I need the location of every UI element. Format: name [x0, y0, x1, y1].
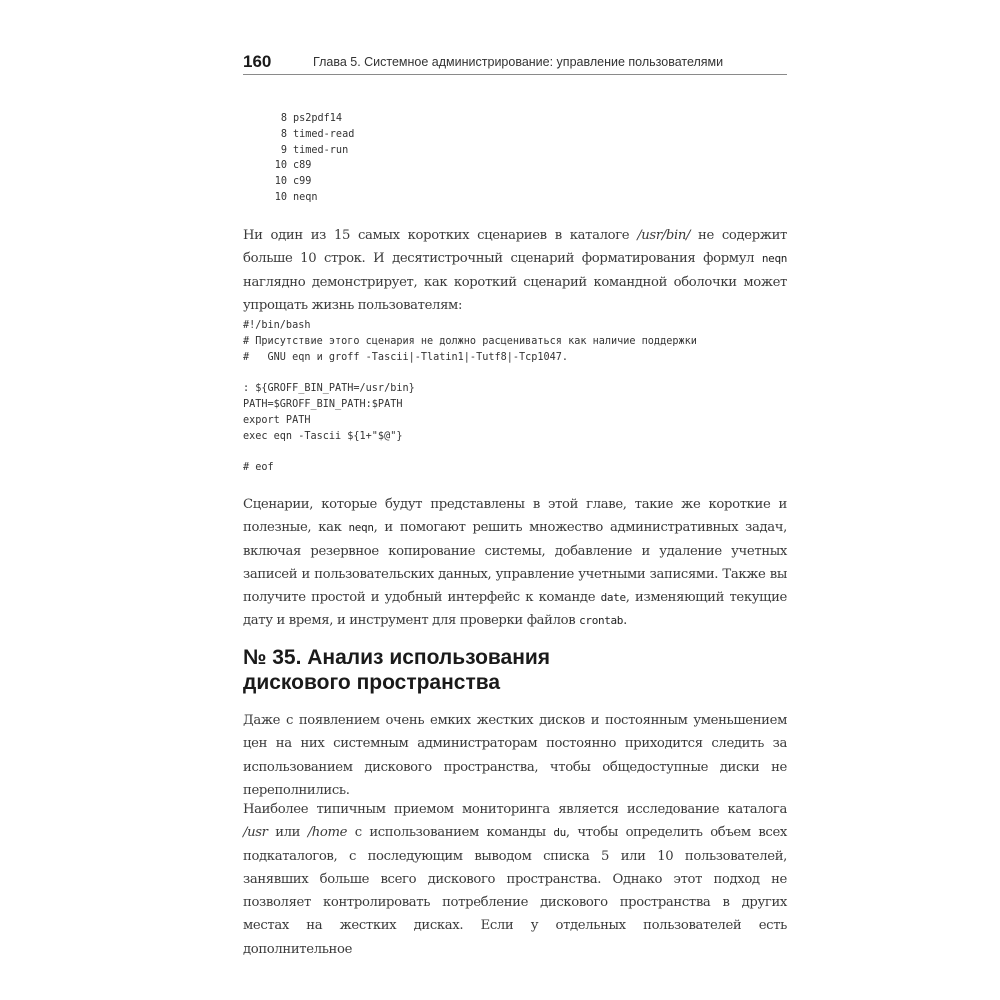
- text-run: Ни один из 15 самых коротких сценариев в каталоге: [243, 228, 638, 243]
- paragraph-disk-usage-intro: Даже с появлением очень емких жестких дисков и постоянным уменьшением цен на них системным администраторам постоянно приходится следить за использованием дискового пространства, чтобы общедоступные диски не переполнились.: [243, 713, 787, 798]
- text-run: , изменяющий текущие дату и время, и инструмент для проверки файлов: [243, 590, 787, 629]
- path-usr: /usr: [243, 825, 268, 841]
- listing-row: [271, 111, 354, 127]
- script-name: timed-run: [293, 144, 349, 156]
- code-line: # Присутствие этого сценария не должно расцениваться как наличие поддержки: [243, 335, 697, 347]
- text-run: наглядно демонстрирует, как короткий сценарий командной оболочки может упрощать жизнь пользователям:: [243, 274, 787, 313]
- file-length-listing: [271, 111, 354, 206]
- text-run: .: [623, 613, 627, 629]
- script-name: ps2pdf14: [293, 113, 343, 124]
- text-run: , и помогают решить множество административных задач, включая резервное копирование системы, добавление и удаление учетных записей и пользовательских данных, управление учетными записями. Также вы получите простой и удобный интерфейс к команде: [243, 520, 787, 606]
- text-run: или: [267, 825, 308, 841]
- line-count: 10: [274, 176, 287, 188]
- paragraph-chapter-scripts: [243, 493, 787, 633]
- code-line: # eof: [243, 462, 274, 474]
- code-line: #!/bin/bash: [243, 320, 311, 331]
- code-line: PATH=$GROFF_BIN_PATH:$PATH: [243, 398, 403, 410]
- running-header: [243, 52, 787, 75]
- inline-code-crontab: crontab: [579, 614, 624, 628]
- script-name: c89: [293, 160, 312, 172]
- text-run: не содержит больше 10 строк. И десятистрочный сценарий форматирования формул: [243, 228, 788, 267]
- listing-row: [271, 127, 354, 143]
- line-count: 8: [280, 113, 287, 124]
- paragraph-monitoring: [243, 798, 787, 961]
- text-run: с использованием команды: [347, 825, 554, 841]
- line-count: 8: [280, 128, 287, 140]
- code-line: : ${GROFF_BIN_PATH=/usr/bin}: [243, 383, 415, 395]
- text-run: Наиболее типичным приемом мониторинга является исследование каталога: [243, 802, 787, 817]
- page-number: 160: [243, 52, 272, 71]
- inline-code-neqn: neqn: [348, 521, 374, 535]
- paragraph-short-scripts: [243, 224, 787, 317]
- script-name: timed-read: [293, 128, 355, 140]
- code-line: # GNU eqn и groff -Tascii|-Tlatin1|-Tutf8|-Tcp1047.: [243, 351, 569, 363]
- listing-row: [271, 190, 354, 206]
- line-count: 10: [274, 191, 287, 203]
- inline-code-du: du: [553, 826, 566, 840]
- inline-code-neqn: neqn: [761, 252, 787, 266]
- code-line: [243, 444, 697, 460]
- code-line: exec eqn -Tascii ${1+"$@"}: [243, 430, 403, 442]
- neqn-script-listing: [243, 318, 697, 476]
- section-heading-line: дискового пространства: [243, 671, 501, 694]
- section-heading-line: № 35. Анализ использования: [243, 646, 551, 669]
- listing-row: [271, 174, 354, 190]
- code-line: [243, 365, 697, 381]
- listing-row: [271, 158, 354, 174]
- text-run: Сценарии, которые будут представлены в этой главе, такие же короткие и полезные, как: [243, 497, 787, 536]
- text-run: , чтобы определить объем всех подкаталогов, с последующим выводом списка 5 или 10 пользователей, занявших больше всего дискового пространства. Однако этот подход не позволяет контролировать потребление дискового пространства в других местах на жестких дисках. Если у отдельных пользователей есть дополнительное: [243, 825, 788, 957]
- line-count: 10: [274, 160, 287, 172]
- inline-code-date: date: [600, 591, 626, 605]
- path-home: /home: [307, 825, 348, 841]
- script-name: neqn: [293, 191, 318, 203]
- chapter-title: Глава 5. Системное администрирование: управление пользователями: [313, 55, 724, 69]
- path-usr-bin: /usr/bin/: [637, 228, 691, 243]
- line-count: 9: [280, 144, 287, 156]
- listing-row: [271, 143, 354, 159]
- code-line: export PATH: [243, 414, 311, 426]
- script-name: c99: [293, 176, 312, 188]
- section-heading: [243, 645, 550, 695]
